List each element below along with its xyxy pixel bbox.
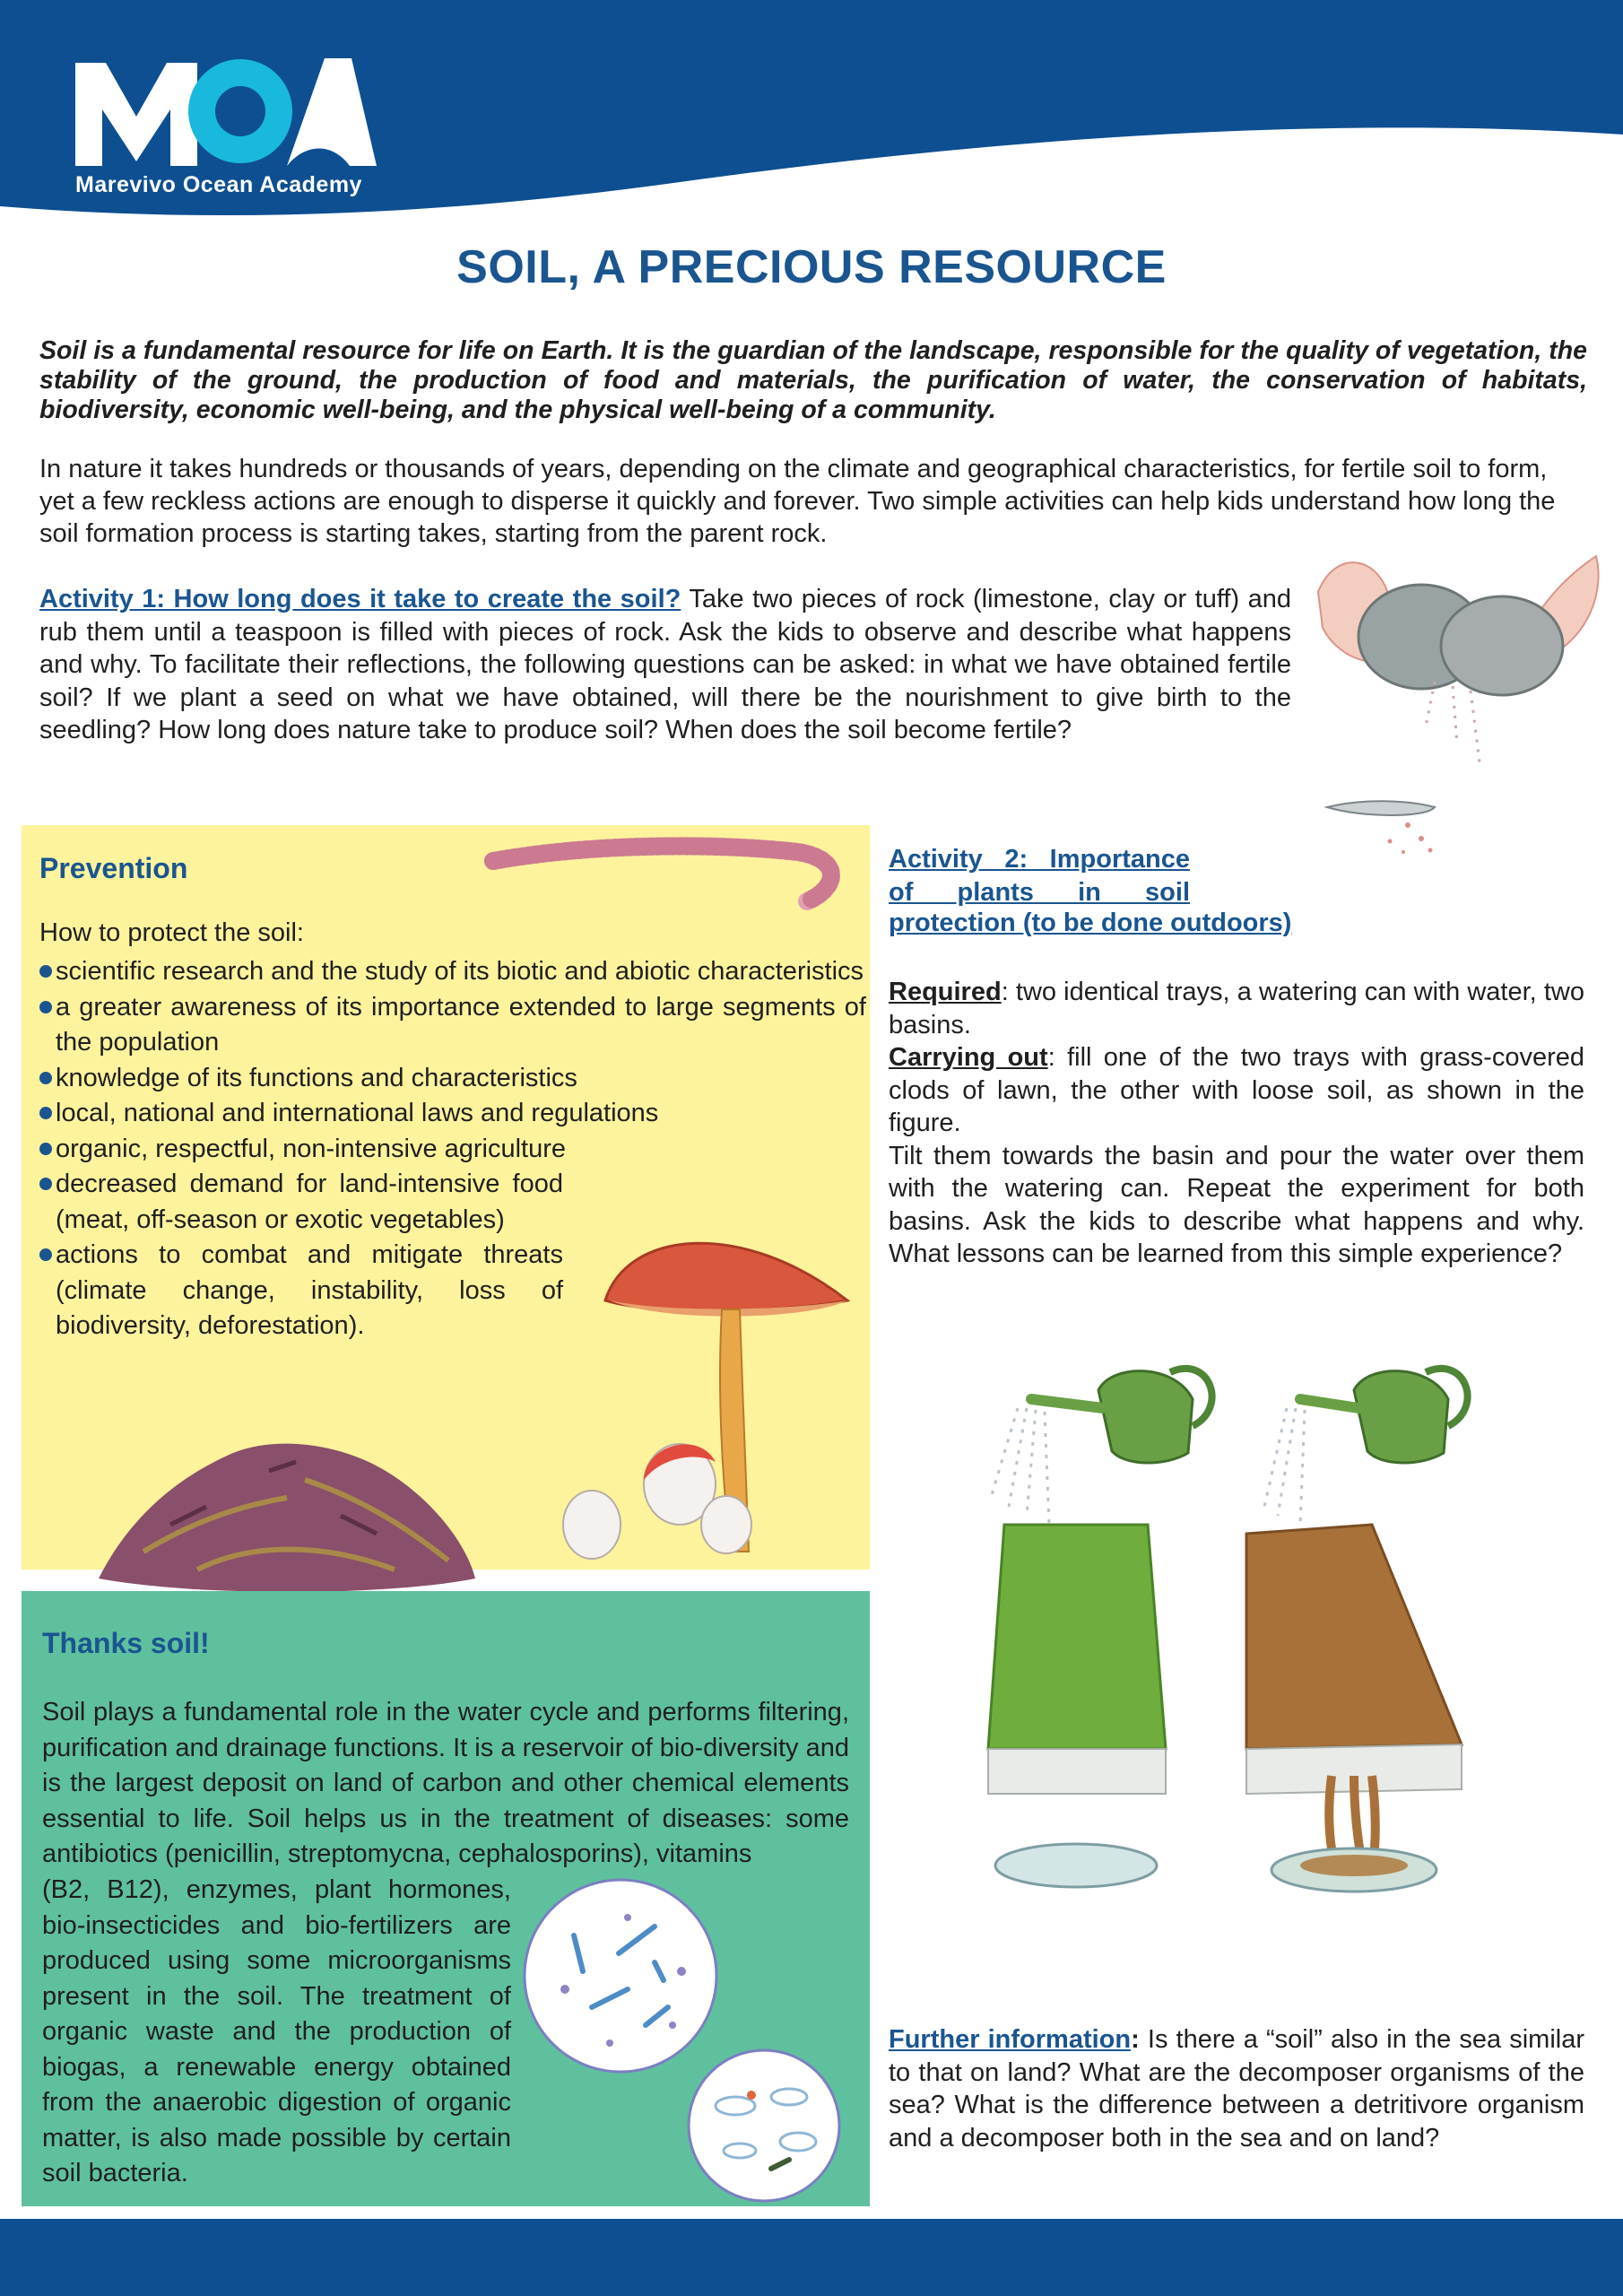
carrying-paragraph [889,1041,1584,1140]
prevention-intro: How to protect the soil: [39,918,304,947]
activity2-body [889,976,1584,1271]
activity2-title-link-last-line[interactable]: protection (to be done outdoors) [889,909,1292,937]
logo-subtitle: Marevivo Ocean Academy [75,172,362,197]
required-label: Required [889,978,1002,1006]
list-item: decreased demand for land-intensive food (meat, off-season or exotic vegetables) [39,1167,563,1238]
page-title: SOIL, A PRECIOUS RESOURCE [456,241,1167,293]
activity1-text: Take two pieces of rock (limestone, clay or tuff) and rub them until a teaspoon is filled with pieces of rock. Ask the kids to observe and describe what happens and why. To facilitate their reflections, the following questions can be asked: in what we have obtained fertile soil? If we plant a seed on what we have obtained, will there be the nourishment to give birth to the seedling? How long does nature take to produce soil? When does the soil become fertile? [39,585,1291,744]
mushrooms-illustration [538,1211,870,1578]
hands-rocks-illustration [1300,538,1614,870]
list-item: organic, respectful, non-intensive agriculture [39,1132,866,1168]
trays-experiment-illustration [977,1345,1506,1919]
activity1-title-link[interactable]: Activity 1: How long does it take to create the soil? [39,585,681,613]
intro-bold-paragraph: Soil is a fundamental resource for life on Earth. It is the guardian of the landscape, responsible for the quality of vegetation, the stability of the ground, the production of food and materials, the purification of water, the conservation of habitats, biodiversity, economic well-being, and the physical well-being of a community. [39,336,1587,424]
list-item: local, national and international laws and regulations [39,1096,866,1132]
further-text: Is there a “soil” also in the sea similar to that on land? What are the decomposer organisms of the sea? What is the difference between a detritivore organism and a decomposer both in the sea and on land? [889,2025,1585,2152]
thanks-paragraph-wide: Soil plays a fundamental role in the water cycle and performs filtering, purification and drainage functions. It is a reservoir of bio-diversity and is the largest deposit on land of carbon and other chemical elements essential to life. Soil helps us in the treatment of diseases: some antibiotics (penicillin, streptomycna, cephalosporins), vitamins [42,1698,849,1868]
list-item: scientific research and the study of its biotic and abiotic characteristics [39,954,866,990]
earthworm-illustration [484,834,852,915]
list-item: actions to combat and mitigate threats (climate change, instability, loss of biodiversity, deforestation). [39,1238,563,1344]
header-banner [0,0,1623,242]
prevention-heading: Prevention [39,852,188,884]
thanks-paragraph-narrow: (B2, B12), enzymes, plant hormones, bio-insecticides and bio-fertilizers are produced using some microorganisms present in the soil. The treatment of organic waste and the production of biogas, a renewable energy obtained from the anaerobic digestion of organic matter, is also made possible by certain soil bacteria. [42,1875,511,2187]
further-information-link[interactable]: Further information [889,2025,1132,2054]
further-information-paragraph [889,2023,1584,2154]
thanks-heading: Thanks soil! [42,1627,210,1659]
list-item: a greater awareness of its importance extended to large segments of the population [39,990,866,1061]
intro-paragraph: In nature it takes hundreds or thousands of years, depending on the climate and geographical characteristics, for fertile soil to form, yet a few reckless actions are enough to disperse it quickly and forever. Two simple activities can help kids understand how long the soil formation process is starting takes, starting from the parent rock. [39,455,1556,548]
footer-band [0,2219,1623,2296]
watering-can-left [1031,1369,1212,1463]
carrying-label: Carrying out [889,1043,1048,1072]
further-colon: : [1131,2025,1140,2054]
watering-can-right [1300,1369,1468,1463]
required-text: : two identical trays, a watering can with water, two basins. [889,978,1584,1039]
list-item: knowledge of its functions and characteristics [39,1061,866,1097]
activity2-title-link[interactable]: Activity 2: Importance of plants in soil [889,845,1190,907]
tilt-paragraph: Tilt them towards the basin and pour the water over them with the watering can. Repeat the experiment for both basins. Ask the kids to describe what happens and why. What lessons can be learned from this simple experience? [889,1141,1584,1268]
carrying-text: : fill one of the two trays with grass-covered clods of lawn, the other with loose soil, as shown in the figure. [889,1043,1584,1137]
leaf-litter-illustration [90,1417,484,1596]
activity1-paragraph [39,583,1291,747]
microorganisms-illustration [520,1873,843,2205]
required-paragraph [889,976,1584,1041]
